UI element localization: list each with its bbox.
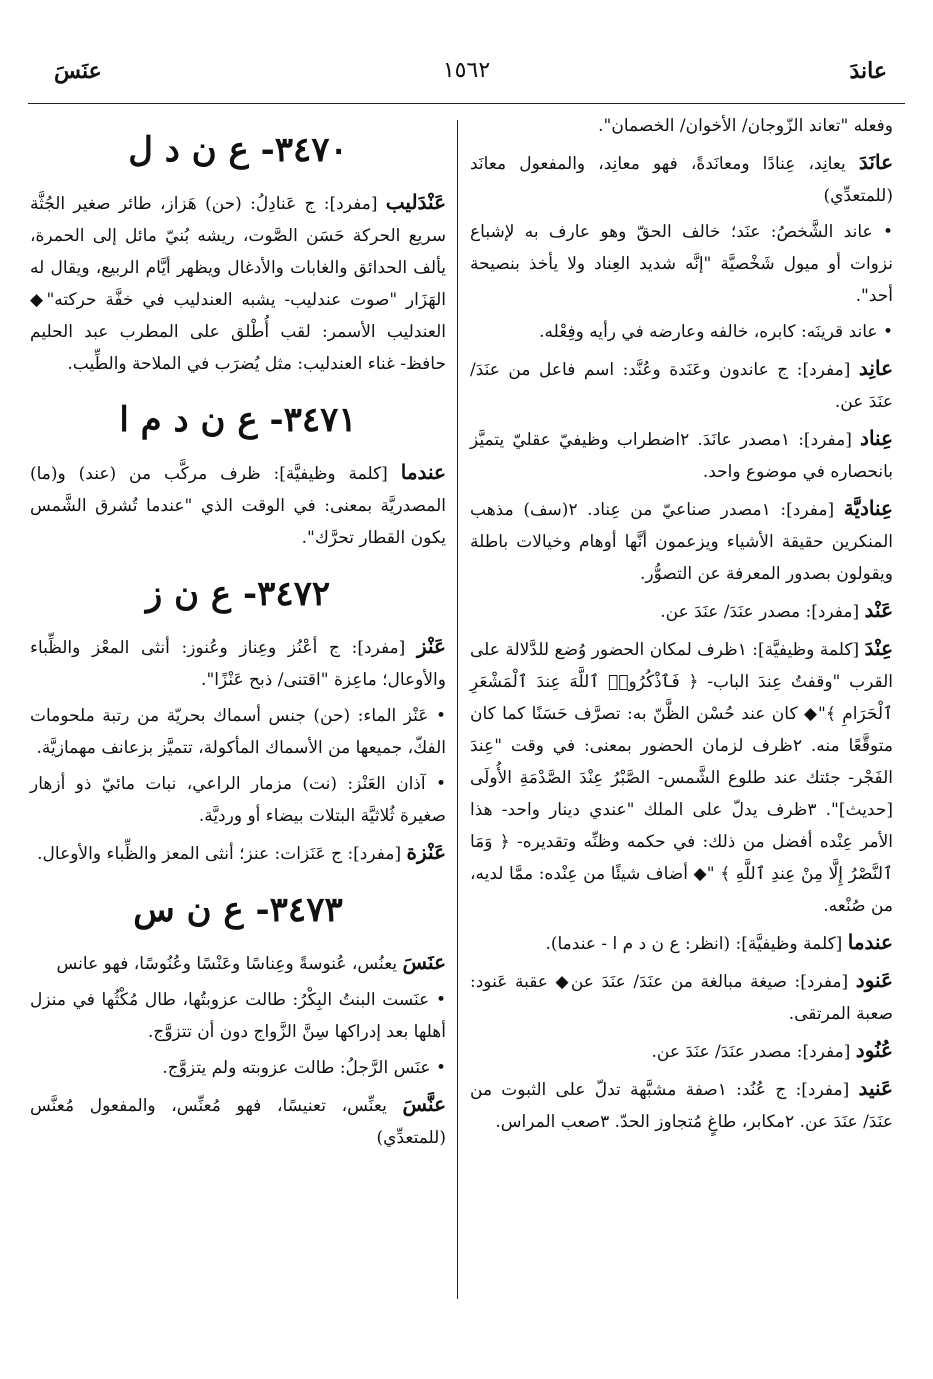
dictionary-entry (470, 632, 893, 922)
dictionary-entry (30, 1088, 446, 1154)
dictionary-entry (30, 700, 446, 764)
running-headword-left: عنَسَ (54, 58, 102, 84)
header-rule (28, 103, 905, 104)
entry-definition: [مفرد]: ج عُنُد: ١صفة مشبَّهة تدلّ على الثبوت من عنَدَ/ عنَدَ عن. ٢مكابر، طاغٍ مُتجاوز الحدّ. ٣صعب المراس. (470, 1080, 893, 1132)
entry-headword: عَنْز (416, 634, 446, 658)
entry-definition: وفعله "تعاند الزّوجان/ الأخوان/ الخصمان". (598, 116, 893, 136)
entry-headword: عندما (847, 930, 893, 954)
dictionary-entry (470, 216, 893, 312)
dictionary-entry (470, 926, 893, 960)
dictionary-entry (470, 1034, 893, 1068)
dictionary-entry (470, 316, 893, 348)
entry-definition: [مفرد]: ١مصدر صناعيّ من عِناد. ٢(سف) مذهب المنكرين حقيقة الأشياء ويزعمون أنَّها أوهام وخيالات باطلة ويقولون بصدور المعرفة عن التصوُّر. (470, 500, 893, 584)
entry-definition: [مفرد]: ج عَنادِلُ: (حن) هَزاز، طائر صغير الجُثَّة سريع الحركة حَسَن الصَّوت، ريشه بُنيّ مائل إلى الحمرة، يألف الحدائق والغابات والأدغال ويظهر أيَّام الربيع، ويقال له الهَزَار "صوت عندليب- يشبه العندليب في خفَّة حركته"◆ العندليب الأسمر: لقب أُطْلق على المطرب عبد الحليم حافظ- غناء العندليب: مثل يُضرَب في الملاحة والطِّيب. (30, 194, 446, 374)
entry-headword: عَنْد (864, 598, 893, 622)
entry-definition: [كلمة وظيفيَّة]: ظرف مركَّب من (عند) و(ما) المصدريَّة بمعنى: في الوقت الذي "عندما تُشرق الشَّمس يكون القطار تحرَّك". (30, 464, 446, 548)
entry-headword: عانِد (858, 356, 893, 380)
running-headword-right: عاندَ (849, 58, 887, 84)
entry-definition: • عاند الشَّخصُ: عنَد؛ خالف الحقّ وهو عارف به لإشباع نزوات أو ميول شَخْصيَّة "إنَّه شديد العِناد ولا يأخذ بنصيحة أحد". (470, 222, 893, 306)
entry-definition: • عاند قرينَه: كابره، خالفه وعارضه في رأيه وفِعْله. (539, 322, 893, 342)
dictionary-entry (470, 110, 893, 142)
entry-headword: عِنْدَ (864, 636, 893, 660)
dictionary-entry (470, 594, 893, 628)
entry-headword: عنَسَ (402, 950, 446, 974)
dictionary-entry (470, 146, 893, 212)
entry-headword: عَنيد (858, 1076, 893, 1100)
column-divider (457, 120, 458, 1299)
entry-headword: عانَدَ (858, 150, 893, 174)
entry-headword: عنَّسَ (402, 1092, 446, 1116)
entry-definition: [مفرد]: ١مصدر عانَدَ. ٢اضطراب وظيفيّ عقليّ يتميَّز بانحصاره في موضوع واحد. (470, 430, 893, 482)
right-column (470, 110, 893, 1142)
entry-definition: يعانِد، عِنادًا ومعانَدةً، فهو معانِد، والمفعول معانَد (للمتعدِّي) (470, 154, 893, 206)
entry-definition: [مفرد]: ج أعْنُز وعِناز وعُنوز: أنثى المعْز والظِّباء والأوعال؛ ماعِزة "اقتنى/ ذبح عَنْزًا". (30, 638, 446, 690)
dictionary-entry (30, 768, 446, 832)
dictionary-entry (30, 186, 446, 380)
dictionary-entry (470, 422, 893, 488)
entry-definition: [كلمة وظيفيَّة]: (انظر: ع ن د م ا - عندما). (545, 934, 848, 954)
page-number: ١٥٦٢ (442, 58, 491, 83)
left-column (30, 110, 446, 1158)
dictionary-entry (470, 964, 893, 1030)
dictionary-entry (470, 352, 893, 418)
entry-headword: عُنُود (855, 1038, 893, 1062)
dictionary-entry (30, 984, 446, 1048)
dictionary-entry (30, 1052, 446, 1084)
entry-definition: [مفرد]: مصدر عنَدَ/ عنَدَ عن. (660, 602, 865, 622)
page-header (30, 58, 903, 98)
entry-definition: [مفرد]: ج عَنَزات: عنز؛ أنثى المعز والظِّباء والأوعال. (37, 844, 407, 864)
entry-headword: عندما (400, 460, 446, 484)
entry-headword: عَنْدَليب (385, 190, 446, 214)
root-heading: ٣٤٧٠- ع ن د ل (128, 130, 348, 170)
dictionary-entry (30, 630, 446, 696)
root-heading: ٣٤٧٣- ع ن س (133, 890, 343, 930)
entry-definition: [مفرد]: صيغة مبالغة من عنَدَ/ عنَدَ عن◆ عقبة عَنود: صعبة المرتقى. (470, 972, 893, 1024)
entry-definition: • عنَست البنتُ البِكْرُ: طالت عزوبتُها، طال مُكْثُها في منزل أهلها بعد إدراكها سِنَّ الزَّواج دون أن تتزوَّج. (30, 990, 446, 1042)
entry-definition: [مفرد]: مصدر عنَدَ/ عنَدَ عن. (651, 1042, 856, 1062)
entry-headword: عَنْزة (406, 840, 446, 864)
dictionary-entry (30, 456, 446, 554)
entry-definition: [مفرد]: ج عاندون وعَنَدة وعُنَّد: اسم فاعل من عنَدَ/ عنَدَ عن. (470, 360, 893, 412)
root-heading: ٣٤٧٢- ع ن ز (145, 574, 331, 614)
root-heading: ٣٤٧١- ع ن د م ا (119, 400, 357, 440)
entry-definition: [كلمة وظيفيَّة]: ١ظرف لمكان الحضور وُضع للدَّلالة على القرب "وقفتُ عِندَ الباب- ﴿ فَٱذْكُرُوا۟ ٱللَّهَ عِندَ ٱلْمَشْعَرِ ٱلْحَرَامِ ﴾"◆ كان عند حُسْن الظَّنّ به: تصرَّف حَسَنًا كما كان متوقَّعًا منه. ٢ظرف لزمان الحضور بمعنى: في وقت "عِندَ الفَجْر- جئتك عند طلوع الشَّمس- الصَّبْرُ عِنْدَ الصَّدْمَةِ الأُولَى [حديث]". ٣ظرف يدلّ على الملك "عندي دينار واحد- هذا الأمر عِنْده أفضل من ذلك: في حكمه وظنِّه وتقديره- ﴿ وَمَا ٱلنَّصْرُ إِلَّا مِنْ عِندِ ٱللَّهِ ﴾ "◆ أضاف شيئًا من عِنْده: ممَّا لديه، من صُنْعه. (470, 640, 893, 916)
entry-definition: • عنَس الرَّجلُ: طالت عزوبته ولم يتزوَّج. (162, 1058, 446, 1078)
dictionary-entry (30, 836, 446, 870)
entry-definition: يعنِّس، تعنيسًا، فهو مُعنِّس، والمفعول مُعنَّس (للمتعدِّي) (30, 1096, 446, 1148)
entry-definition: • عَنْز الماء: (حن) جنس أسماك بحريّة من رتبة ملحومات الفكّ، جميعها من الأسماك المأكولة، تتميَّز بزعانف مهمازيَّة. (30, 706, 446, 758)
entry-headword: عِناديَّة (843, 496, 893, 520)
dictionary-entry (470, 1072, 893, 1138)
dictionary-entry (470, 492, 893, 590)
dictionary-entry (30, 946, 446, 980)
entry-definition: يعنُس، عُنوسةً وعِناسًا وعَنْسًا وعُنُوسًا، فهو عانس (56, 954, 403, 974)
entry-definition: • آذان العَنْز: (نت) مزمار الراعي، نبات مائيّ ذو أزهار صغيرة ثُلاثيَّة البتلات بيضاء أو ورديَّة. (30, 774, 446, 826)
entry-headword: عِناد (860, 426, 893, 450)
entry-headword: عَنود (855, 968, 893, 992)
